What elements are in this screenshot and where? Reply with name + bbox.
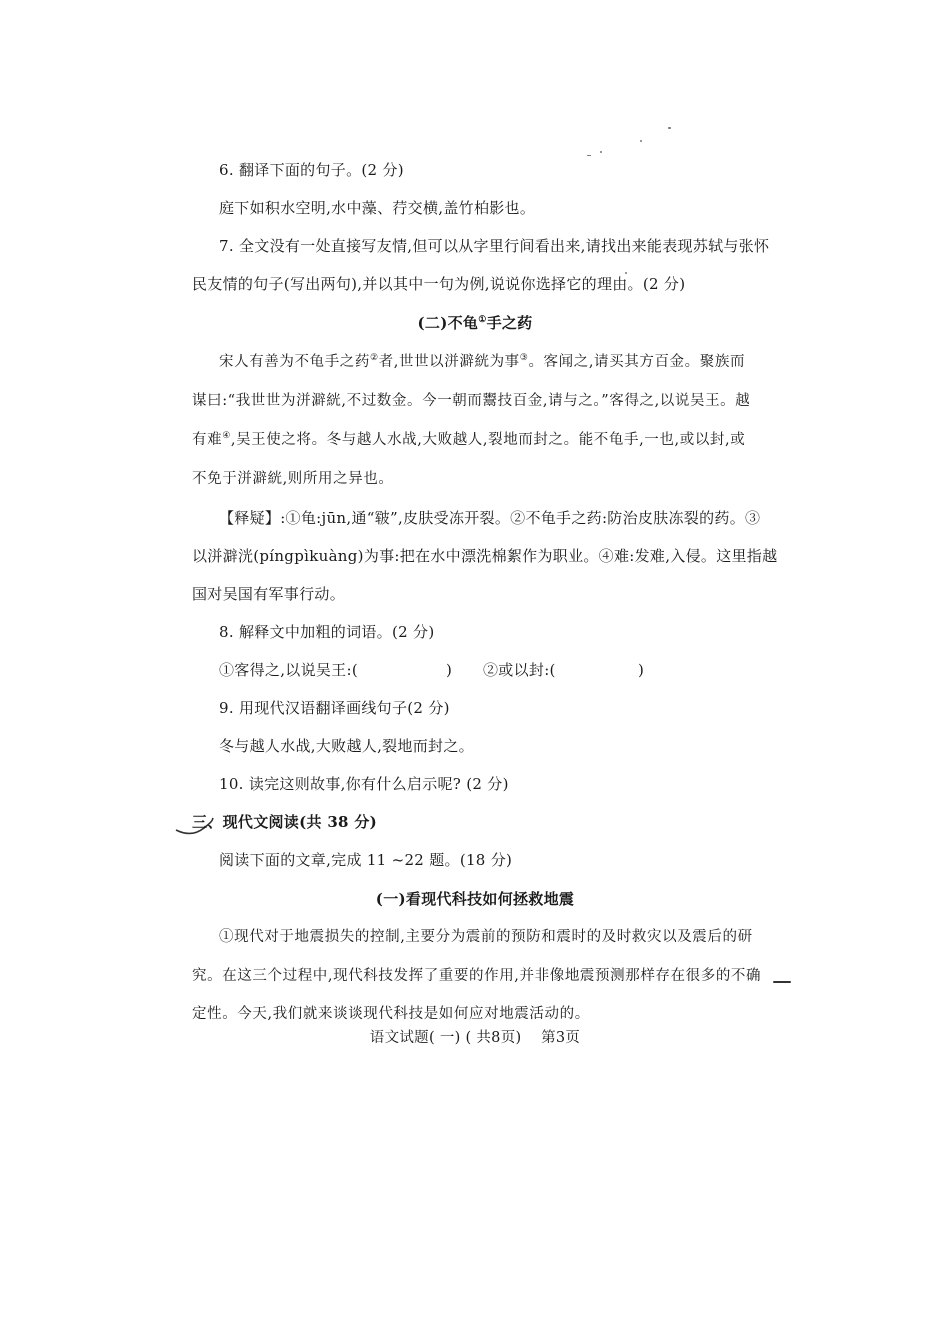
q8-item-1: ①客得之,以说吴王:( bbox=[219, 661, 358, 679]
q8-item-2: ②或以封:( bbox=[483, 661, 556, 679]
footnote-marker: ③ bbox=[519, 353, 529, 364]
scan-speck bbox=[587, 155, 591, 156]
q8-item-1-close: ) bbox=[446, 661, 453, 679]
passage3-title: (一)看现代科技如何拯救地震 bbox=[375, 890, 575, 908]
section3-heading: 三、现代文阅读(共 38 分) bbox=[192, 813, 378, 831]
q9-sentence: 冬与越人水战,大败越人,裂地而封之。 bbox=[219, 737, 474, 755]
q10-prompt: 10. 读完这则故事,你有什么启示呢? (2 分) bbox=[219, 775, 509, 793]
notes-line-3: 国对吴国有军事行动。 bbox=[192, 585, 346, 603]
passage3-line-2: 究。在这三个过程中,现代科技发挥了重要的作用,并非像地震预测那样存在很多的不确 bbox=[192, 968, 762, 984]
passage2-title-post: 手之药 bbox=[486, 314, 533, 332]
passage2-line-4: 不免于洴澼絖,则所用之异也。 bbox=[192, 471, 394, 487]
passage2-line-2: 谋曰:“我世世为洴澼絖,不过数金。今一朝而鬻技百金,请与之。”客得之,以说吴王。越 bbox=[192, 393, 751, 409]
scan-speck bbox=[668, 127, 671, 129]
notes-line-1: 【释疑】:①龟:jūn,通“皲”,皮肤受冻开裂。②不龟手之药:防治皮肤冻裂的药。③ bbox=[219, 509, 761, 527]
passage2-text: 者,世世以洴澼絖为事 bbox=[378, 354, 520, 370]
scan-speck bbox=[773, 981, 791, 983]
q7-line-1: 7. 全文没有一处直接写友情,但可以从字里行间看出来,请找出来能表现苏轼与张怀 bbox=[219, 237, 770, 255]
footnote-marker: ② bbox=[370, 353, 379, 364]
scan-speck bbox=[640, 140, 642, 142]
q7-line-2: 民友情的句子(写出两句),并以其中一句为例,说说你选择它的理由。(2 分) bbox=[192, 275, 686, 293]
q9-prompt: 9. 用现代汉语翻译画线句子(2 分) bbox=[219, 699, 450, 717]
passage2-line-1 bbox=[219, 352, 745, 372]
passage2-title-pre: (二)不龟 bbox=[417, 314, 479, 332]
passage2-text: 。客闻之,请买其方百金。聚族而 bbox=[528, 354, 746, 370]
passage2-text: 有难 bbox=[192, 432, 223, 448]
q8-prompt: 8. 解释文中加粗的词语。(2 分) bbox=[219, 623, 435, 641]
section3-instruction: 阅读下面的文章,完成 11 ~22 题。(18 分) bbox=[219, 851, 513, 869]
passage2-title bbox=[0, 313, 950, 333]
passage2-text: ,吴王使之将。冬与越人水战,大败越人,裂地而封之。能不龟手,一也,或以封,或 bbox=[230, 432, 746, 448]
passage3-line-3: 定性。今天,我们就来谈谈现代科技是如何应对地震活动的。 bbox=[192, 1006, 590, 1022]
passage2-line-3 bbox=[192, 430, 745, 450]
notes-line-2: 以洴澼洸(píngpìkuàng)为事:把在水中漂洗棉絮作为职业。④难:发难,入侵。这里指越 bbox=[192, 547, 778, 565]
q6-prompt: 6. 翻译下面的句子。(2 分) bbox=[219, 161, 404, 179]
passage2-title-footnote: ① bbox=[478, 315, 487, 325]
scan-speck bbox=[600, 151, 602, 153]
q8-item-2-close: ) bbox=[638, 661, 645, 679]
footnote-marker: ④ bbox=[222, 431, 231, 442]
passage3-line-1: ①现代对于地震损失的控制,主要分为震前的预防和震时的及时救灾以及震后的研 bbox=[219, 929, 753, 945]
q6-sentence: 庭下如积水空明,水中藻、荇交横,盖竹柏影也。 bbox=[219, 199, 536, 217]
page-footer: 语文试题( 一) ( 共8页) 第3页 bbox=[369, 1030, 581, 1046]
passage2-text: 宋人有善为不龟手之药 bbox=[219, 354, 370, 370]
